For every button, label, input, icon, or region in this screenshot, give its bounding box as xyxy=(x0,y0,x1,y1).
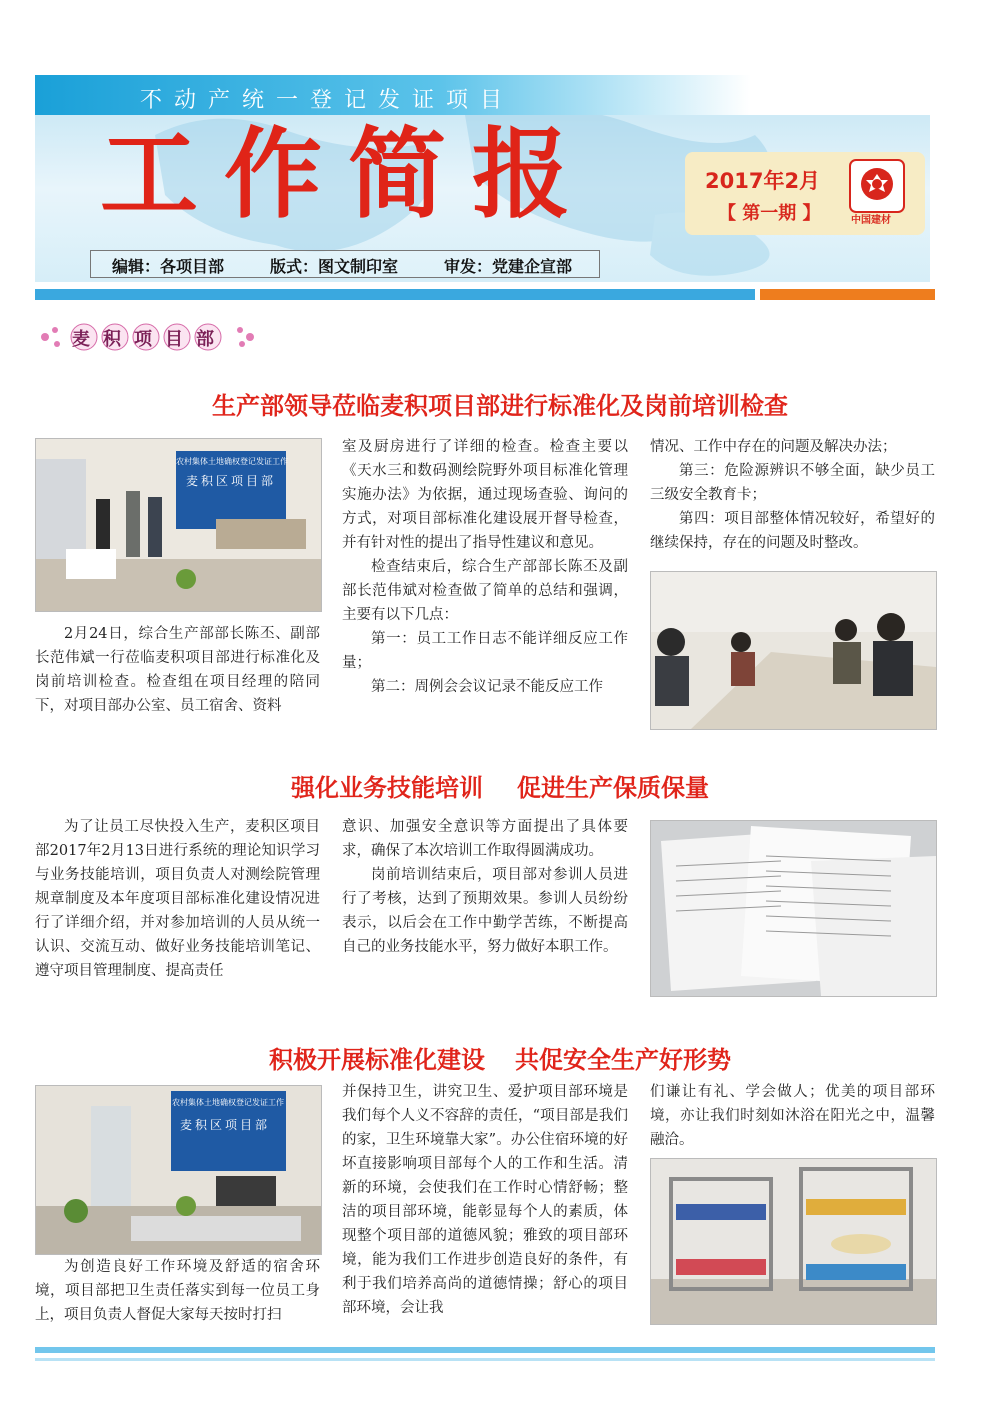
article2-photo-exam-papers xyxy=(650,820,937,997)
article2-headline xyxy=(0,768,1000,803)
logo-caption: 中国建材 xyxy=(851,215,891,226)
article3-headline-part2: 共促安全生产好形势 xyxy=(515,1046,731,1074)
footer-band-thin xyxy=(35,1358,935,1361)
issue-date: 2017年2月 xyxy=(705,169,821,193)
article3-headline xyxy=(0,1040,1000,1075)
reviewer-credit: 审发：党建企宣部 xyxy=(444,257,573,276)
paragraph: 并保持卫生，讲究卫生、爱护项目部环境是我们每个人义不容辞的责任，“项目部是我们的家，卫生环境靠大家”。办公住宿环境的好坏直接影响项目部每个人的工作和生活。清新的环境，会使我们在工作时心情舒畅；整洁的项目部环境，能彰显每个人的素质，体现整个项目部的道德风貌；雅致的项目部环境，能为我们工作进步创造良好的条件，有利于我们培养高尚的道德情操；舒心的项目部环境，会让我 xyxy=(342,1084,628,1316)
paragraph: 第三：危险源辨识不够全面，缺少员工三级安全教育卡； xyxy=(650,463,935,503)
office-sign2-line2: 麦积区项目部 xyxy=(180,1118,271,1132)
article3-photo-dormitory xyxy=(650,1158,937,1325)
section-label: 麦积项目部 xyxy=(72,329,227,350)
article3-col1 xyxy=(35,1255,320,1327)
article2-col2 xyxy=(342,815,628,959)
paragraph: 岗前培训结束后，项目部对参训人员进行了考核，达到了预期效果。参训人员纷纷表示，以后会在工作中勤学苦练，不断提高自己的业务技能水平，努力做好本职工作。 xyxy=(342,867,628,955)
editor-credit: 编辑：各项目部 xyxy=(112,257,225,276)
article1-photo-meeting xyxy=(650,571,937,730)
divider-blue xyxy=(35,289,755,300)
paragraph: 检查结束后，综合生产部部长陈丕及副部长范伟斌对检查做了简单的总结和强调，主要有以下几点： xyxy=(342,559,628,623)
paragraph: 情况、工作中存在的问题及解决办法； xyxy=(650,439,897,455)
paragraph: 们谦让有礼、学会做人；优美的项目部环境，亦让我们时刻如沐浴在阳光之中，温馨融洽。 xyxy=(650,1084,935,1148)
paragraph: 为创造良好工作环境及舒适的宿舍环境，项目部把卫生责任落实到每一位员工身上，项目负责人督促大家每天按时打扫 xyxy=(35,1259,320,1323)
article3-col3 xyxy=(650,1080,935,1152)
cnbm-logo-icon xyxy=(848,158,906,214)
article1-headline: 生产部领导莅临麦积项目部进行标准化及岗前培训检查 xyxy=(212,392,788,420)
office-sign2-line1: 农村集体土地确权登记发证工作 xyxy=(172,1098,284,1107)
article1-col3 xyxy=(650,435,935,555)
office-sign-line1: 农村集体土地确权登记发证工作 xyxy=(176,457,288,466)
issue-number: 【 第一期 】 xyxy=(718,203,821,224)
paragraph: 室及厨房进行了详细的检查。检查主要以《天水三和数码测绘院野外项目标准化管理实施办法》为依据，通过现场查验、询问的方式，对项目部标准化建设展开督导检查，并有针对性的提出了指导性建议和意见。 xyxy=(342,439,628,551)
paragraph: 第四：项目部整体情况较好，希望好的继续保持，存在的问题及时整改。 xyxy=(650,511,935,551)
article3-col2 xyxy=(342,1080,628,1320)
paragraph: 意识、加强安全意识等方面提出了具体要求，确保了本次培训工作取得圆满成功。 xyxy=(342,819,628,859)
paragraph: 2月24日，综合生产部部长陈丕、副部长范伟斌一行莅临麦积项目部进行标准化及岗前培训检查。检查组在项目经理的陪同下，对项目部办公室、员工宿舍、资料 xyxy=(35,626,320,714)
paragraph: 第一：员工工作日志不能详细反应工作量； xyxy=(342,631,628,671)
newsletter-title: 工作简报 xyxy=(100,118,597,232)
article3-headline-part1: 积极开展标准化建设 xyxy=(269,1046,485,1074)
article2-col1 xyxy=(35,815,320,983)
article2-headline-part1: 强化业务技能培训 xyxy=(291,774,483,802)
article1-col1 xyxy=(35,622,320,718)
article3-photo-office xyxy=(35,1085,322,1255)
paragraph: 第二：周例会会议记录不能反应工作 xyxy=(371,679,603,695)
paragraph: 为了让员工尽快投入生产，麦积区项目部2017年2月13日进行系统的理论知识学习与业务技能培训，项目负责人对测绘院管理规章制度及本年度项目部标准化建设情况进行了详细介绍，并对参加培训的人员从统一认识、交流互动、做好业务技能培训笔记、遵守项目管理制度、提高责任 xyxy=(35,819,320,979)
article1-col2 xyxy=(342,435,628,699)
divider-orange xyxy=(760,289,935,300)
layout-credit: 版式：图文制印室 xyxy=(270,257,399,276)
project-subtitle: 不动产统一登记发证项目 xyxy=(140,88,515,113)
article2-headline-part2: 促进生产保质保量 xyxy=(517,774,709,802)
office-sign-line2: 麦积区项目部 xyxy=(186,474,277,488)
footer-band xyxy=(35,1347,935,1353)
